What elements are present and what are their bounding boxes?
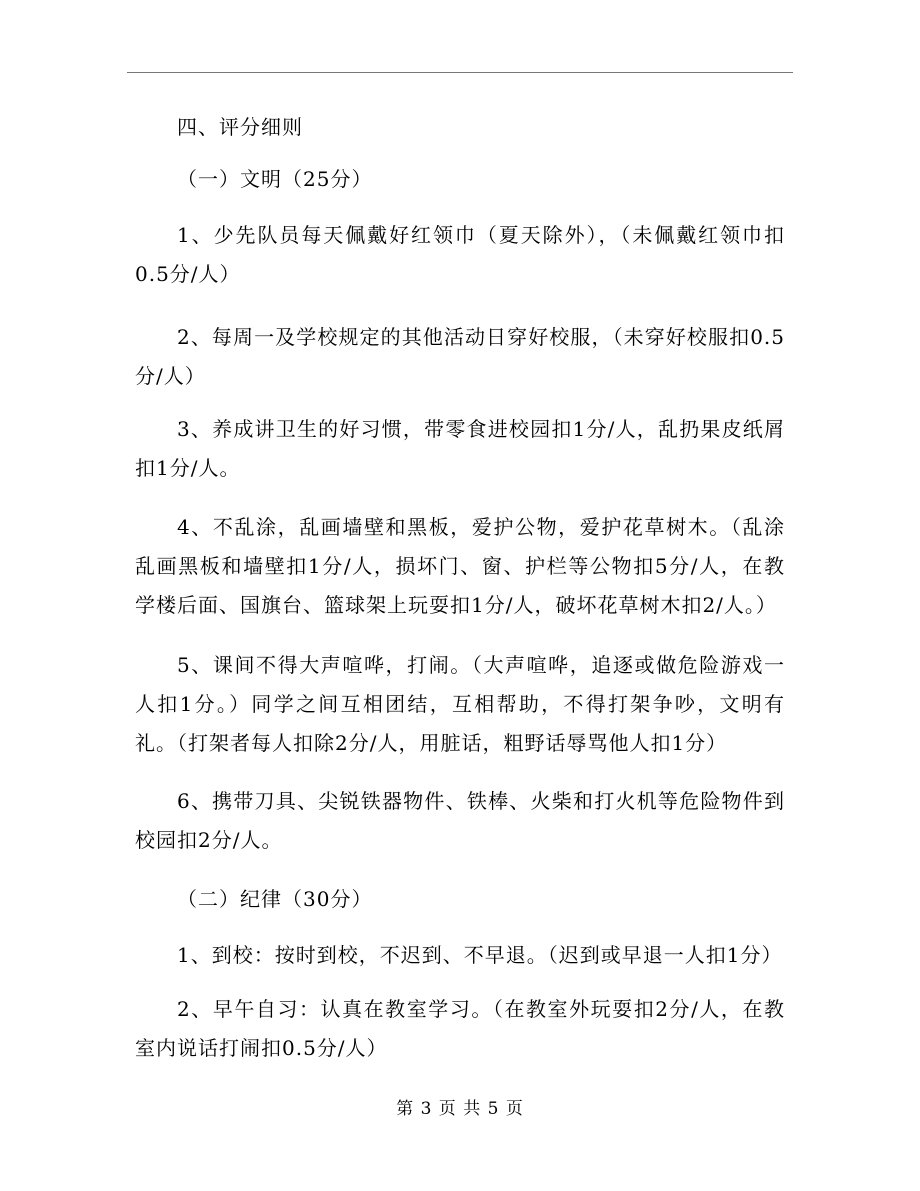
rule-item: 1、到校：按时到校，不迟到、不早退。（迟到或早退一人扣1分）	[177, 943, 783, 967]
rule-item: 5、课间不得大声喧哗，打闹。（大声喧哗，追逐或做危险游戏一人扣1分。）同学之间互相团结，互相帮助，不得打架争吵，文明有礼。（打架者每人扣除2分/人，用脏话，粗野话辱骂他人扣1分）	[135, 653, 785, 755]
rule-item: 1、少先队员每天佩戴好红领巾（夏天除外），（未佩戴红领巾扣0.5分/人）	[135, 223, 785, 286]
rule-item: 4、不乱涂，乱画墙壁和黑板，爱护公物，爱护花草树木。（乱涂乱画黑板和墙壁扣1分/人，损坏门、窗、护栏等公物扣5分/人，在教学楼后面、国旗台、篮球架上玩耍扣1分/人，破坏花草树木扣2/人。）	[135, 515, 785, 617]
page-number: 第 3 页 共 5 页	[396, 1099, 524, 1119]
header-rule	[127, 72, 793, 73]
rule-item: 3、养成讲卫生的好习惯，带零食进校园扣1分/人，乱扔果皮纸屑扣1分/人。	[135, 417, 785, 480]
part1-title: （一）文明（25分）	[177, 167, 373, 191]
rule-item: 2、早午自习：认真在教室学习。（在教室外玩耍扣2分/人，在教室内说话打闹扣0.5分/人）	[135, 997, 785, 1060]
rule-item: 6、携带刀具、尖锐铁器物件、铁棒、火柴和打火机等危险物件到校园扣2分/人。	[135, 789, 785, 852]
rule-item: 2、每周一及学校规定的其他活动日穿好校服，（未穿好校服扣0.5分/人）	[135, 325, 785, 388]
part2-title: （二）纪律（30分）	[177, 887, 373, 911]
section-title: 四、评分细则	[177, 115, 303, 139]
